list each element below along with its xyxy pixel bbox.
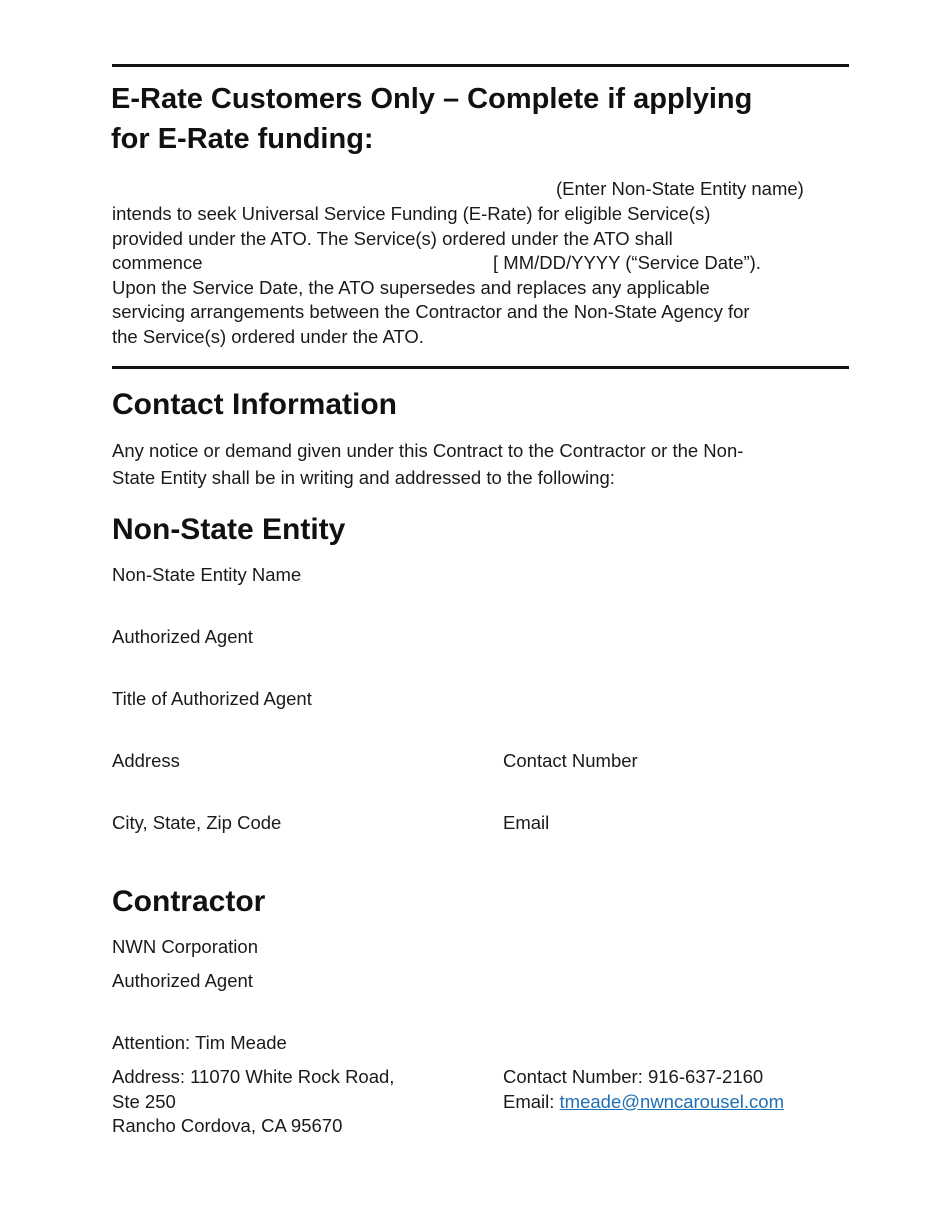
contractor-email-label: Email: — [503, 1090, 560, 1112]
address-label: Address — [112, 750, 180, 771]
agent-title-label: Title of Authorized Agent — [112, 688, 312, 709]
non-state-entity-heading: Non-State Entity — [112, 513, 346, 546]
entity-name-label: Non-State Entity Name — [112, 564, 302, 585]
contact-number-label: Contact Number — [503, 750, 638, 771]
top-divider — [112, 64, 849, 67]
contractor-contact-number: Contact Number: 916-637-2160 — [503, 1066, 764, 1087]
authorized-agent-label: Authorized Agent — [112, 626, 253, 647]
contractor-agent-label: Authorized Agent — [112, 970, 253, 991]
erate-para-line3 — [112, 251, 761, 276]
contact-info-line2: State Entity shall be in writing and addressed to the following: — [112, 466, 615, 488]
email-label: Email — [503, 812, 550, 833]
contractor-address-line2: Ste 250 — [112, 1090, 176, 1112]
city-state-zip-label: City, State, Zip Code — [112, 812, 282, 833]
erate-para-line1: intends to seek Universal Service Funding (E-Rate) for eligible Service(s) — [112, 203, 711, 224]
contractor-heading: Contractor — [112, 885, 266, 918]
commence-text: commence — [112, 252, 203, 274]
erate-heading-line2: for E-Rate funding: — [111, 123, 374, 155]
contact-info-line1: Any notice or demand given under this Contract to the Contractor or the Non- — [112, 440, 744, 461]
erate-paragraph — [112, 202, 761, 350]
contractor-email-link[interactable]: tmeade@nwncarousel.com — [559, 1090, 784, 1112]
erate-para-line5: servicing arrangements between the Contractor and the Non-State Agency for — [112, 301, 750, 323]
erate-para-line6: the Service(s) ordered under the ATO. — [112, 325, 424, 347]
contact-info-heading: Contact Information — [112, 388, 397, 421]
contractor-address — [112, 1065, 394, 1139]
erate-para-line2: provided under the ATO. The Service(s) ordered under the ATO shall — [112, 227, 673, 249]
erate-para-line4: Upon the Service Date, the ATO supersedes and replaces any applicable — [112, 276, 710, 298]
entity-name-hint: (Enter Non-State Entity name) — [556, 178, 804, 199]
contractor-contact — [503, 1065, 784, 1114]
erate-heading-line1: E-Rate Customers Only – Complete if applying — [111, 83, 753, 115]
contact-info-paragraph — [112, 438, 743, 491]
contractor-email-row — [503, 1090, 784, 1115]
contractor-address-line3: Rancho Cordova, CA 95670 — [112, 1115, 343, 1137]
section-divider — [112, 366, 849, 369]
service-date-hint: [ MM/DD/YYYY (“Service Date”). — [493, 252, 761, 274]
contractor-attention: Attention: Tim Meade — [112, 1032, 287, 1053]
contractor-company: NWN Corporation — [112, 936, 258, 957]
contractor-address-line1: Address: 11070 White Rock Road, — [112, 1066, 395, 1087]
